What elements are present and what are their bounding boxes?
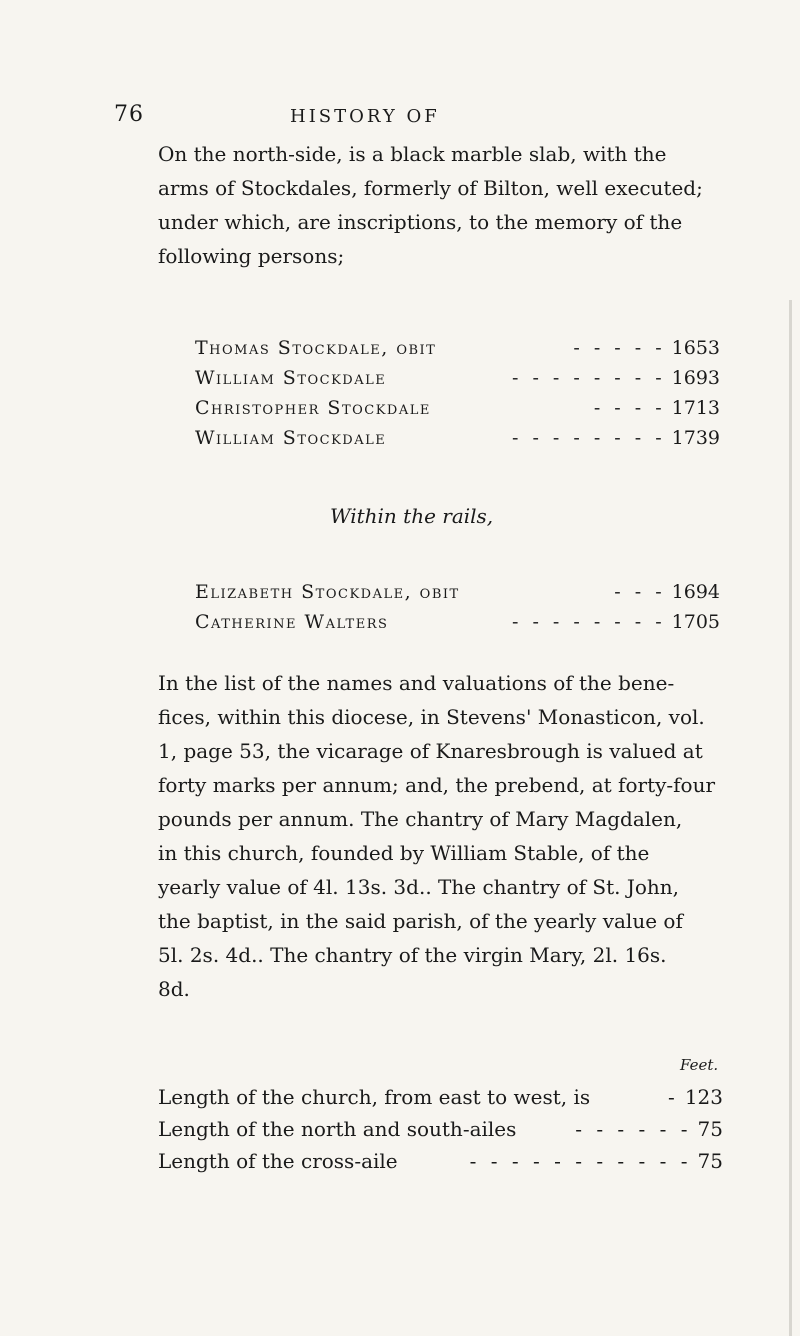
entry-year: 1653 [671,337,720,359]
entry-leader: - - - - [593,397,666,419]
measurement-leader: - - - - - - [575,1117,692,1141]
entry-name: William Stockdale [195,427,387,449]
entry-year: 1739 [671,427,720,449]
intro-line: under which, are inscriptions, to the memory of the [158,210,683,234]
entry-year: 1693 [671,367,720,389]
measurement-value: 75 [697,1149,723,1173]
inscription-entry [195,364,720,392]
running-head: HISTORY OF [290,106,440,127]
entry-leader: - - - - - - - - [512,611,666,633]
measurement-label: Length of the north and south-ailes [158,1117,517,1141]
body-line: fices, within this diocese, in Stevens' Monasticon, vol. [158,705,705,729]
body-paragraph [158,666,723,1006]
body-line: 1, page 53, the vicarage of Knaresbrough is valued at [158,739,703,763]
unit-heading: Feet. [680,1056,719,1074]
measurement-value: 123 [684,1085,723,1109]
body-line: In the list of the names and valuations of the bene- [158,671,675,695]
entry-name: Christopher Stockdale [195,397,431,419]
entry-leader: - - - [614,581,666,603]
inscription-entry [195,608,720,636]
entry-leader: - - - - - [573,337,666,359]
entry-name: William Stockdale [195,367,387,389]
entry-name: Elizabeth Stockdale, obit [195,581,460,603]
measurement-leader: - - - - - - - - - - - [469,1149,692,1173]
measurement-row [158,1146,723,1176]
body-line: 5l. 2s. 4d.. The chantry of the virgin Mary, 2l. 16s. [158,943,667,967]
entry-leader: - - - - - - - - [512,367,666,389]
measurement-label: Length of the church, from east to west, is [158,1085,591,1109]
body-line: in this church, founded by William Stable, of the [158,841,650,865]
measurement-row [158,1082,723,1112]
entry-year: 1713 [671,397,720,419]
entry-leader: - - - - - - - - [512,427,666,449]
body-line: 8d. [158,977,190,1001]
measurement-value: 75 [697,1117,723,1141]
entry-name: Catherine Walters [195,611,389,633]
page-edge-shadow [789,300,792,1336]
inscription-entry [195,424,720,452]
intro-line: On the north-side, is a black marble slab, with the [158,142,667,166]
body-line: the baptist, in the said parish, of the yearly value of [158,909,683,933]
inscription-entry [195,334,720,362]
body-line: pounds per annum. The chantry of Mary Magdalen, [158,807,683,831]
intro-paragraph [158,137,723,273]
section-subhead: Within the rails, [330,504,494,528]
entry-year: 1705 [671,611,720,633]
intro-line: following persons; [158,244,345,268]
entry-year: 1694 [671,581,720,603]
body-line: yearly value of 4l. 13s. 3d.. The chantry of St. John, [158,875,680,899]
inscription-entry [195,394,720,422]
measurement-row [158,1114,723,1144]
inscription-entry [195,578,720,606]
measurement-label: Length of the cross-aile [158,1149,398,1173]
measurement-leader: - [668,1085,679,1109]
page-number: 76 [114,102,144,127]
intro-line: arms of Stockdales, formerly of Bilton, well executed; [158,176,703,200]
body-line: forty marks per annum; and, the prebend, at forty-four [158,773,716,797]
entry-name: Thomas Stockdale, obit [195,337,437,359]
